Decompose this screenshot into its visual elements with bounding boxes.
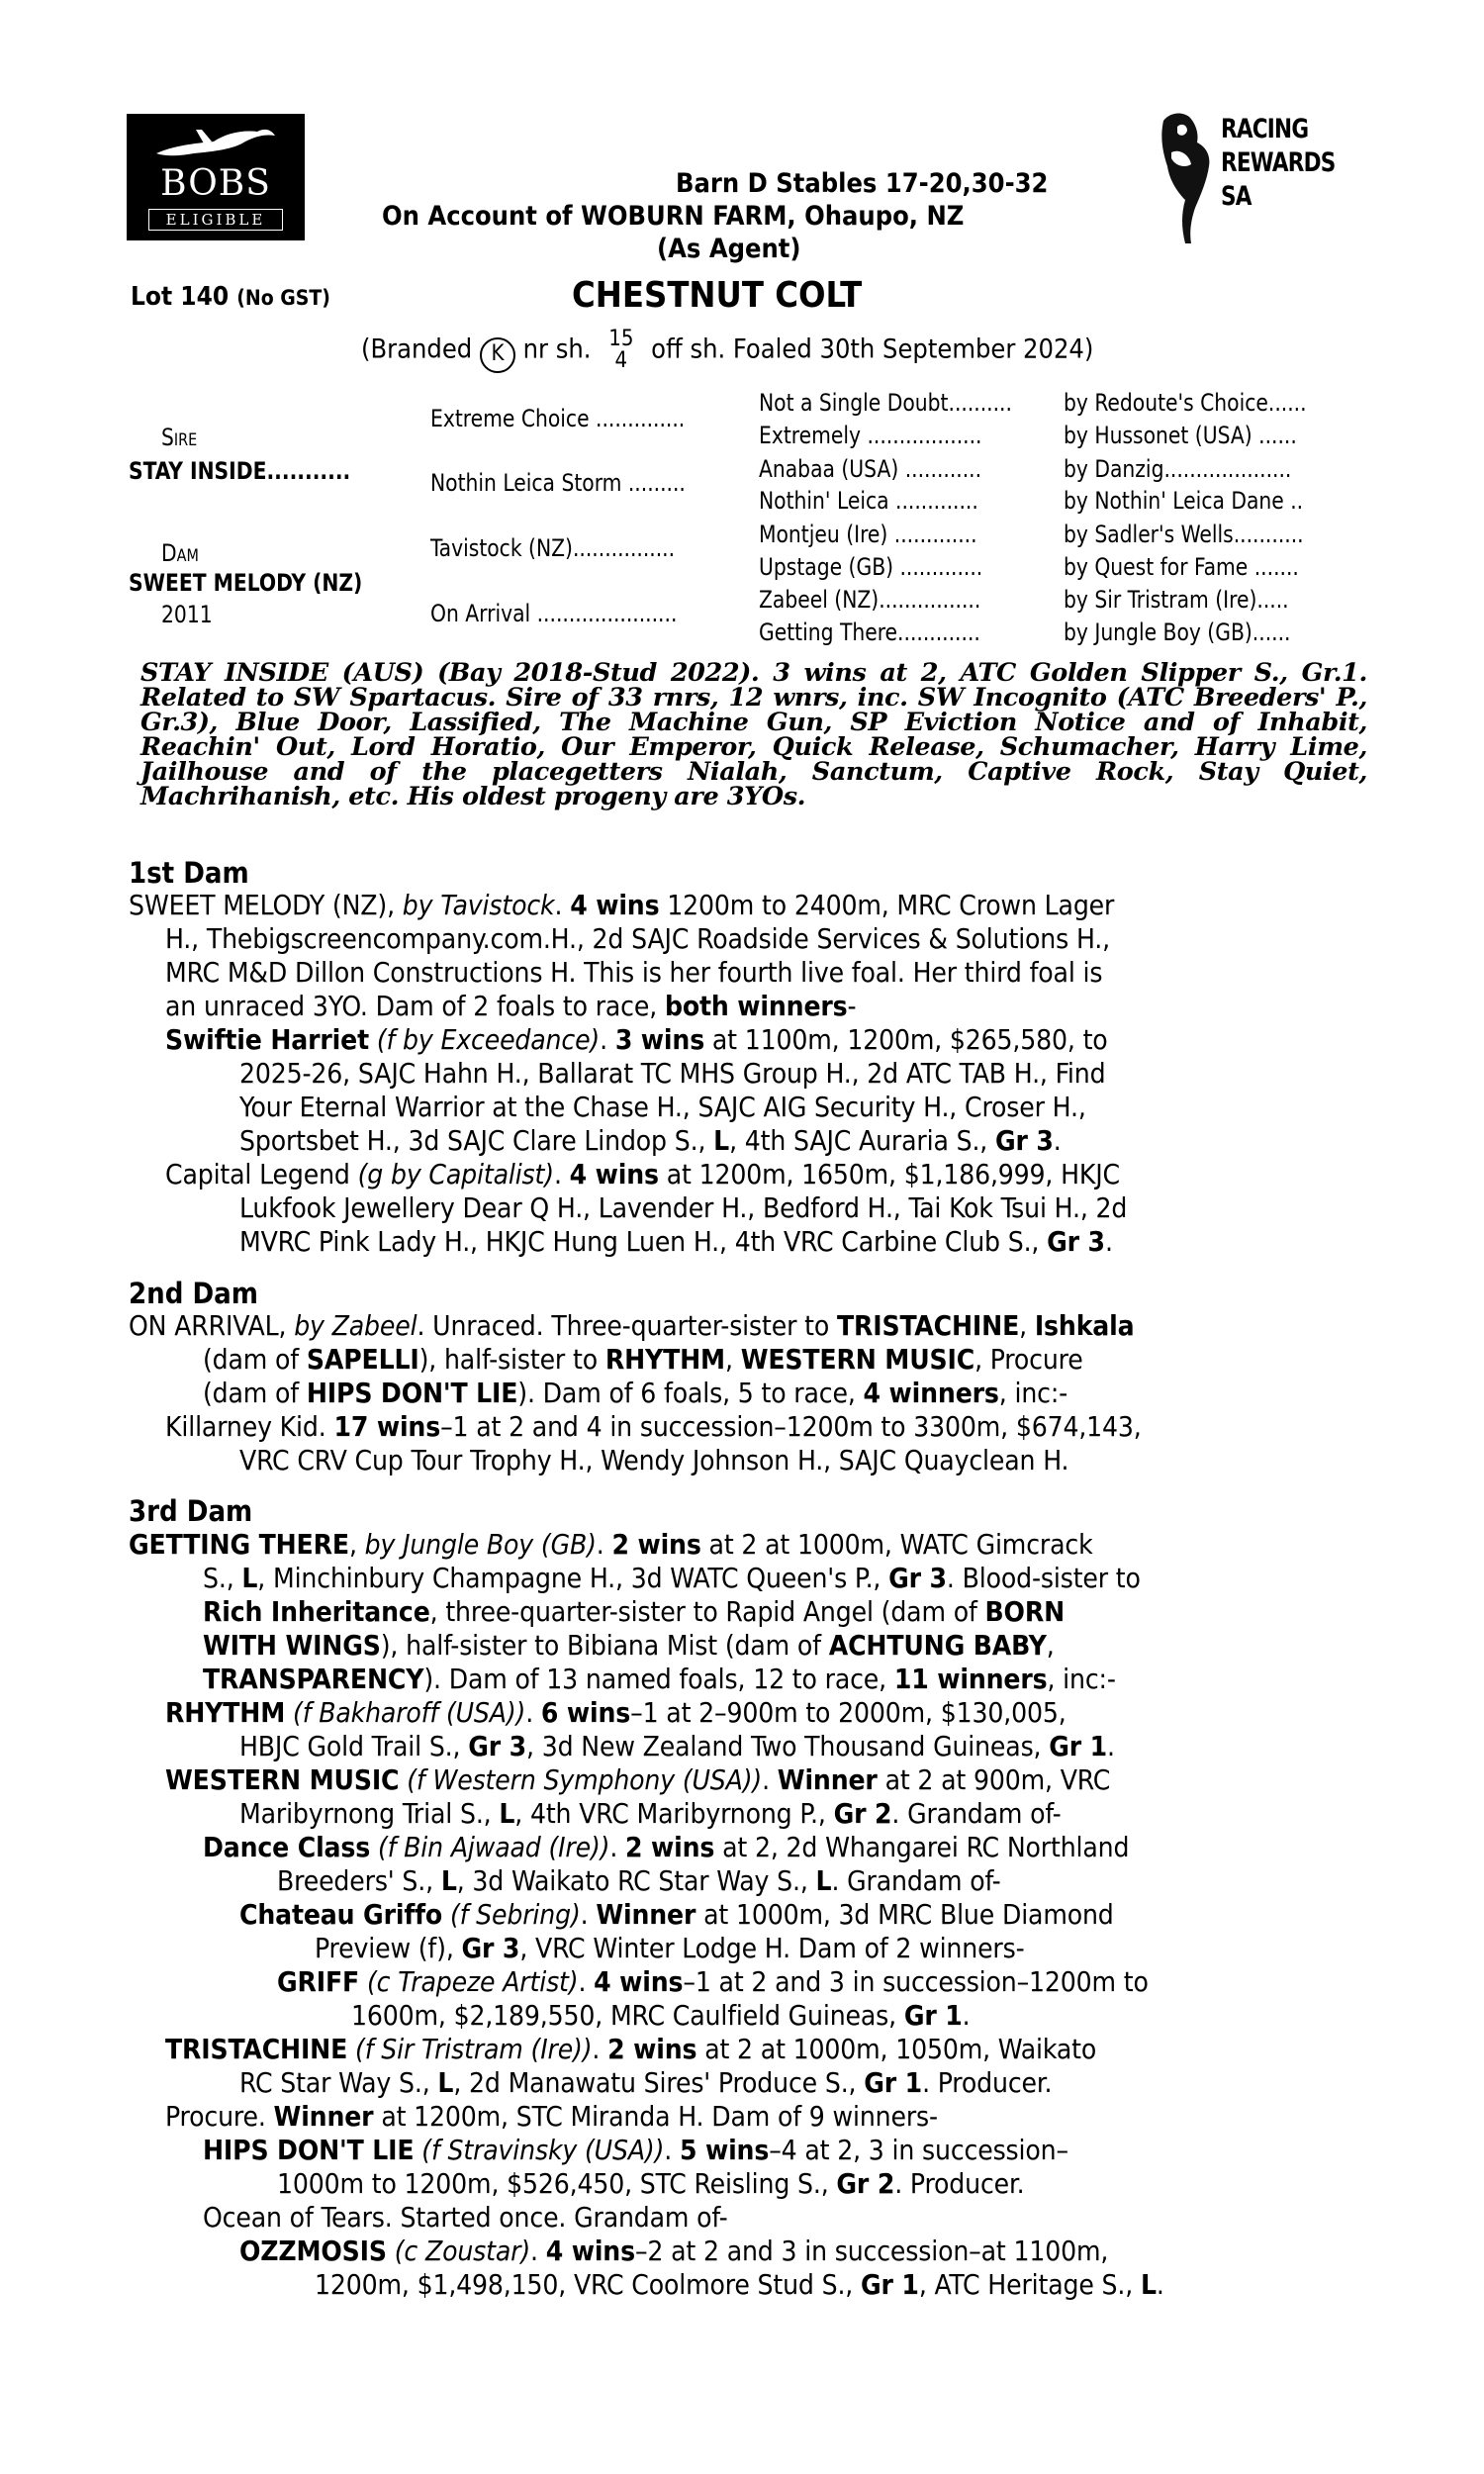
vendor: On Account of WOBURN FARM, Ohaupo, NZ [382, 201, 965, 232]
pedigree-gen3: Extremely .................. [759, 422, 982, 449]
pedigree-gen4: by Sadler's Wells........... [1064, 521, 1304, 548]
dam-line: Maribyrnong Trial S., L, 4th VRC Maribyrnong P., Gr 2. Grandam of- [239, 1797, 1062, 1830]
pedigree-gen3: Getting There............. [759, 618, 980, 646]
racing-rewards-logo [1156, 109, 1363, 247]
dam-line: GETTING THERE, by Jungle Boy (GB). 2 wins at 2 at 1000m, WATC Gimcrack [129, 1528, 1093, 1561]
dam-line: S., L, Minchinbury Champagne H., 3d WATC Queen's P., Gr 3. Blood-sister to [203, 1562, 1141, 1594]
dam-line: 1200m, $1,498,150, VRC Coolmore Stud S., Gr 1, ATC Heritage S., L. [315, 2268, 1164, 2301]
logo-rewards: REWARDS [1221, 147, 1336, 178]
dam-line: Procure. Winner at 1200m, STC Miranda H. Dam of 9 winners- [165, 2100, 938, 2133]
pedigree-gen3: Zabeel (NZ)................ [759, 586, 981, 614]
dam-line: WITH WINGS), half-sister to Bibiana Mist (dam of ACHTUNG BABY, [203, 1629, 1055, 1662]
pedigree-gen4: by Danzig.................... [1064, 455, 1292, 483]
dam-line: 1000m to 1200m, $526,450, STC Reisling S., Gr 2. Producer. [277, 2167, 1025, 2200]
dam-line: Chateau Griffo (f Sebring). Winner at 1000m, 3d MRC Blue Diamond [239, 1898, 1114, 1931]
bobs-eligible-logo [127, 114, 305, 240]
dam-line: H., Thebigscreencompany.com.H., 2d SAJC Roadside Services & Solutions H., [165, 922, 1110, 955]
pedigree-gen3: Anabaa (USA) ............ [759, 455, 982, 483]
dam-line: TRANSPARENCY). Dam of 13 named foals, 12 to race, 11 winners, inc:- [203, 1663, 1116, 1695]
pedigree-gen4: by Quest for Fame ....... [1064, 553, 1299, 581]
brand-symbol [480, 337, 515, 373]
dam-year: 2011 [161, 601, 213, 628]
pedigree-gen2: Tavistock (NZ)................ [430, 534, 676, 562]
dam-line: 2025-26, SAJC Hahn H., Ballarat TC MHS Group H., 2d ATC TAB H., Find [239, 1057, 1106, 1090]
dam-line: Swiftie Harriet (f by Exceedance). 3 wins at 1100m, 1200m, $265,580, to [165, 1023, 1108, 1056]
dam-line: GRIFF (c Trapeze Artist). 4 wins–1 at 2 and 3 in succession–1200m to [277, 1965, 1149, 1998]
jockey-icon [1156, 109, 1225, 247]
dam-line: OZZMOSIS (c Zoustar). 4 wins–2 at 2 and 3 in succession–at 1100m, [239, 2235, 1109, 2267]
pedigree-gen4: by Hussonet (USA) ...... [1064, 422, 1297, 449]
foaling-date: off sh. Foaled 30th September 2024) [651, 333, 1094, 365]
dam-line: (dam of SAPELLI), half-sister to RHYTHM, WESTERN MUSIC, Procure [203, 1343, 1083, 1376]
gst-note: (No GST) [236, 286, 330, 310]
pedigree-gen3: Upstage (GB) ............. [759, 553, 983, 581]
pedigree-gen4: by Jungle Boy (GB)...... [1064, 618, 1291, 646]
brand-near-side: nr sh. [522, 333, 592, 365]
dam-line: 1600m, $2,189,550, MRC Caulfield Guineas, Gr 1. [351, 1999, 971, 2032]
dam-line: ON ARRIVAL, by Zabeel. Unraced. Three-quarter-sister to TRISTACHINE, Ishkala [129, 1309, 1135, 1342]
pedigree-gen4: by Redoute's Choice...... [1064, 389, 1307, 417]
dam-line: RHYTHM (f Bakharoff (USA)). 6 wins–1 at 2–900m to 2000m, $130,005, [165, 1696, 1067, 1729]
dam-line: Breeders' S., L, 3d Waikato RC Star Way S., L. Grandam of- [277, 1864, 1001, 1897]
dam-line: Killarney Kid. 17 wins–1 at 2 and 4 in succession–1200m to 3300m, $674,143, [165, 1410, 1142, 1443]
dam-line: VRC CRV Cup Tour Trophy H., Wendy Johnson H., SAJC Quayclean H. [239, 1444, 1069, 1476]
pedigree-gen4: by Sir Tristram (Ire)..... [1064, 586, 1289, 614]
logo-subword: ELIGIBLE [148, 209, 283, 231]
dam-line: Your Eternal Warrior at the Chase H., SAJC AIG Security H., Croser H., [239, 1091, 1086, 1123]
pedigree-gen2: On Arrival ...................... [430, 600, 678, 627]
brand-prefix: (Branded [361, 333, 473, 365]
second-dam-heading: 2nd Dam [129, 1277, 258, 1310]
logo-word: BOBS [160, 163, 271, 204]
sire-label: Sire [161, 424, 198, 451]
logo-sa: SA [1221, 181, 1252, 212]
dam-name: SWEET MELODY (NZ) [129, 569, 363, 597]
dam-line: (dam of HIPS DON'T LIE). Dam of 6 foals, 5 to race, 4 winners, inc:- [203, 1377, 1068, 1409]
agent-note: (As Agent) [657, 234, 801, 264]
lot-title: CHESTNUT COLT [572, 275, 863, 316]
dam-line: MVRC Pink Lady H., HKJC Hung Luen H., 4th VRC Carbine Club S., Gr 3. [239, 1225, 1113, 1258]
pedigree-gen3: Nothin' Leica ............. [759, 487, 978, 515]
third-dam-heading: 3rd Dam [129, 1494, 253, 1528]
dam-line: Preview (f), Gr 3, VRC Winter Lodge H. Dam of 2 winners- [315, 1932, 1025, 1964]
pedigree-gen2: Nothin Leica Storm ......... [430, 469, 686, 497]
dam-line: MRC M&D Dillon Constructions H. This is her fourth live foal. Her third foal is [165, 956, 1103, 989]
fraction-denominator: 4 [614, 348, 628, 373]
fraction-numerator: 15 [608, 327, 634, 351]
pedigree-gen4: by Nothin' Leica Dane .. [1064, 487, 1304, 515]
brand-description [361, 329, 1093, 373]
dam-line: Ocean of Tears. Started once. Grandam of- [203, 2201, 728, 2234]
first-dam-heading: 1st Dam [129, 856, 249, 890]
brand-letter: K [491, 340, 505, 366]
dam-label: Dam [161, 539, 199, 567]
dam-line: an unraced 3YO. Dam of 2 foals to race, both winners- [165, 990, 857, 1022]
dam-line: TRISTACHINE (f Sir Tristram (Ire)). 2 wins at 2 at 1000m, 1050m, Waikato [165, 2033, 1097, 2065]
sire-name: STAY INSIDE........... [129, 457, 351, 485]
lot-label: Lot 140 [131, 282, 230, 312]
dam-line: WESTERN MUSIC (f Western Symphony (USA)). Winner at 2 at 900m, VRC [165, 1763, 1111, 1796]
dam-line: SWEET MELODY (NZ), by Tavistock. 4 wins 1200m to 2400m, MRC Crown Lager [129, 889, 1115, 921]
logo-racing: RACING [1221, 114, 1309, 144]
dam-line: Rich Inheritance, three-quarter-sister to Rapid Angel (dam of BORN [203, 1595, 1066, 1628]
racehorse-icon [154, 124, 277, 163]
dam-line: Capital Legend (g by Capitalist). 4 wins at 1200m, 1650m, $1,186,999, HKJC [165, 1158, 1121, 1190]
stable-location: Barn D Stables 17-20,30-32 [676, 168, 1049, 199]
sire-summary: STAY INSIDE (AUS) (Bay 2018-Stud 2022). 3 wins at 2, ATC Golden Slipper S., Gr.1. Related to SW Spartacus. Sire of 33 rnrs, 12 wnrs, inc. SW Incognito (ATC Breeders' P., Gr.3), Blue Door, Lassified, The Machine Gun, SP Eviction Notice and of Inhabit, Reachin' Out, Lord Horatio, Our Emperor, Quick Release, Schumacher, Harry Lime, Jailhouse and of the placegetters Nialah, Sanctum, Captive Rock, Stay Quiet, Machrihanish, etc. His oldest progeny are 3YOs. [140, 658, 1367, 811]
lot-number [131, 282, 330, 312]
dam-line: HIPS DON'T LIE (f Stravinsky (USA)). 5 wins–4 at 2, 3 in succession– [203, 2134, 1068, 2166]
pedigree-gen3: Not a Single Doubt.......... [759, 389, 1012, 417]
dam-line: Sportsbet H., 3d SAJC Clare Lindop S., L, 4th SAJC Auraria S., Gr 3. [239, 1124, 1062, 1157]
pedigree-gen2: Extreme Choice .............. [430, 405, 686, 432]
dam-line: Dance Class (f Bin Ajwaad (Ire)). 2 wins at 2, 2d Whangarei RC Northland [203, 1831, 1130, 1863]
pedigree-gen3: Montjeu (Ire) ............. [759, 521, 977, 548]
brand-fraction [608, 329, 633, 372]
dam-line: RC Star Way S., L, 2d Manawatu Sires' Produce S., Gr 1. Producer. [239, 2066, 1053, 2099]
dam-line: HBJC Gold Trail S., Gr 3, 3d New Zealand Two Thousand Guineas, Gr 1. [239, 1730, 1115, 1762]
dam-line: Lukfook Jewellery Dear Q H., Lavender H., Bedford H., Tai Kok Tsui H., 2d [239, 1191, 1128, 1224]
